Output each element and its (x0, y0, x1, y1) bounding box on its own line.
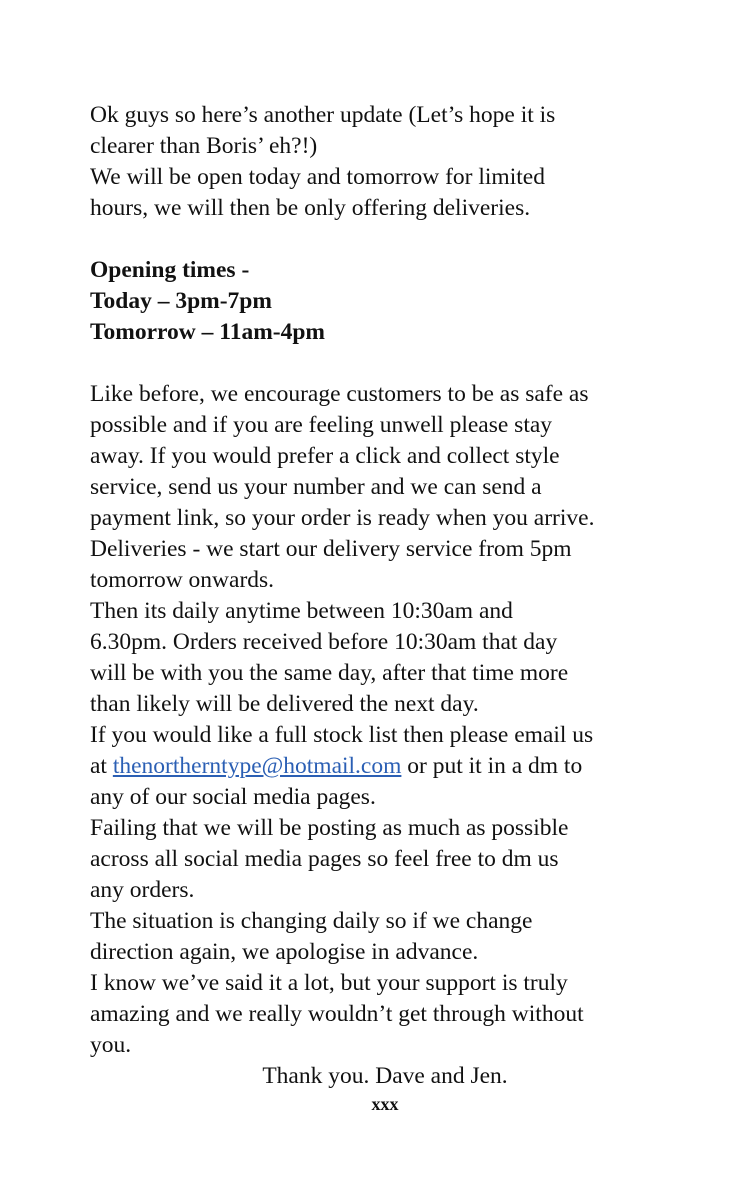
email-line (90, 751, 681, 782)
opening-times-block (90, 255, 681, 348)
body-line: The situation is changing daily so if we change (90, 908, 533, 934)
opening-times-heading: Opening times - (90, 257, 250, 283)
opening-times-today: Today – 3pm-7pm (90, 288, 272, 314)
body-line: amazing and we really wouldn’t get through without (90, 1001, 584, 1027)
email-suffix: or put it in a dm to (401, 753, 583, 779)
intro-line: Ok guys so here’s another update (Let’s hope it is (90, 102, 556, 128)
body-line: than likely will be delivered the next day. (90, 691, 479, 717)
body-paragraph (90, 379, 681, 1061)
body-line: any of our social media pages. (90, 784, 376, 810)
paragraph-gap (90, 348, 681, 379)
body-line: Deliveries - we start our delivery service from 5pm (90, 536, 572, 562)
body-line: across all social media pages so feel free to dm us (90, 846, 559, 872)
body-line: possible and if you are feeling unwell please stay (90, 412, 553, 438)
body-line: direction again, we apologise in advance. (90, 939, 479, 965)
paragraph-gap (90, 224, 681, 255)
body-line: service, send us your number and we can send a (90, 474, 542, 500)
opening-times-tomorrow: Tomorrow – 11am-4pm (90, 319, 325, 345)
body-line: Failing that we will be posting as much as possible (90, 815, 569, 841)
kisses: xxx (371, 1094, 399, 1114)
intro-line: hours, we will then be only offering deliveries. (90, 195, 531, 221)
body-line: any orders. (90, 877, 195, 903)
intro-line: We will be open today and tomorrow for limited (90, 164, 545, 190)
body-line: If you would like a full stock list then please email us (90, 722, 594, 748)
body-line: away. If you would prefer a click and collect style (90, 443, 560, 469)
intro-paragraph (90, 100, 681, 224)
signoff: Thank you. Dave and Jen. (262, 1063, 508, 1089)
body-line: I know we’ve said it a lot, but your support is truly (90, 970, 568, 996)
intro-line: clearer than Boris’ eh?!) (90, 133, 318, 159)
email-link[interactable]: thenortherntype@hotmail.com (112, 753, 402, 779)
body-line: will be with you the same day, after that time more (90, 660, 569, 686)
body-line: payment link, so your order is ready when you arrive. (90, 505, 595, 531)
body-line: tomorrow onwards. (90, 567, 275, 593)
body-line: Like before, we encourage customers to be as safe as (90, 381, 589, 407)
email-prefix: at (90, 753, 113, 779)
body-line: 6.30pm. Orders received before 10:30am that day (90, 629, 558, 655)
body-line: Then its daily anytime between 10:30am and (90, 598, 513, 624)
body-line: you. (90, 1032, 132, 1058)
